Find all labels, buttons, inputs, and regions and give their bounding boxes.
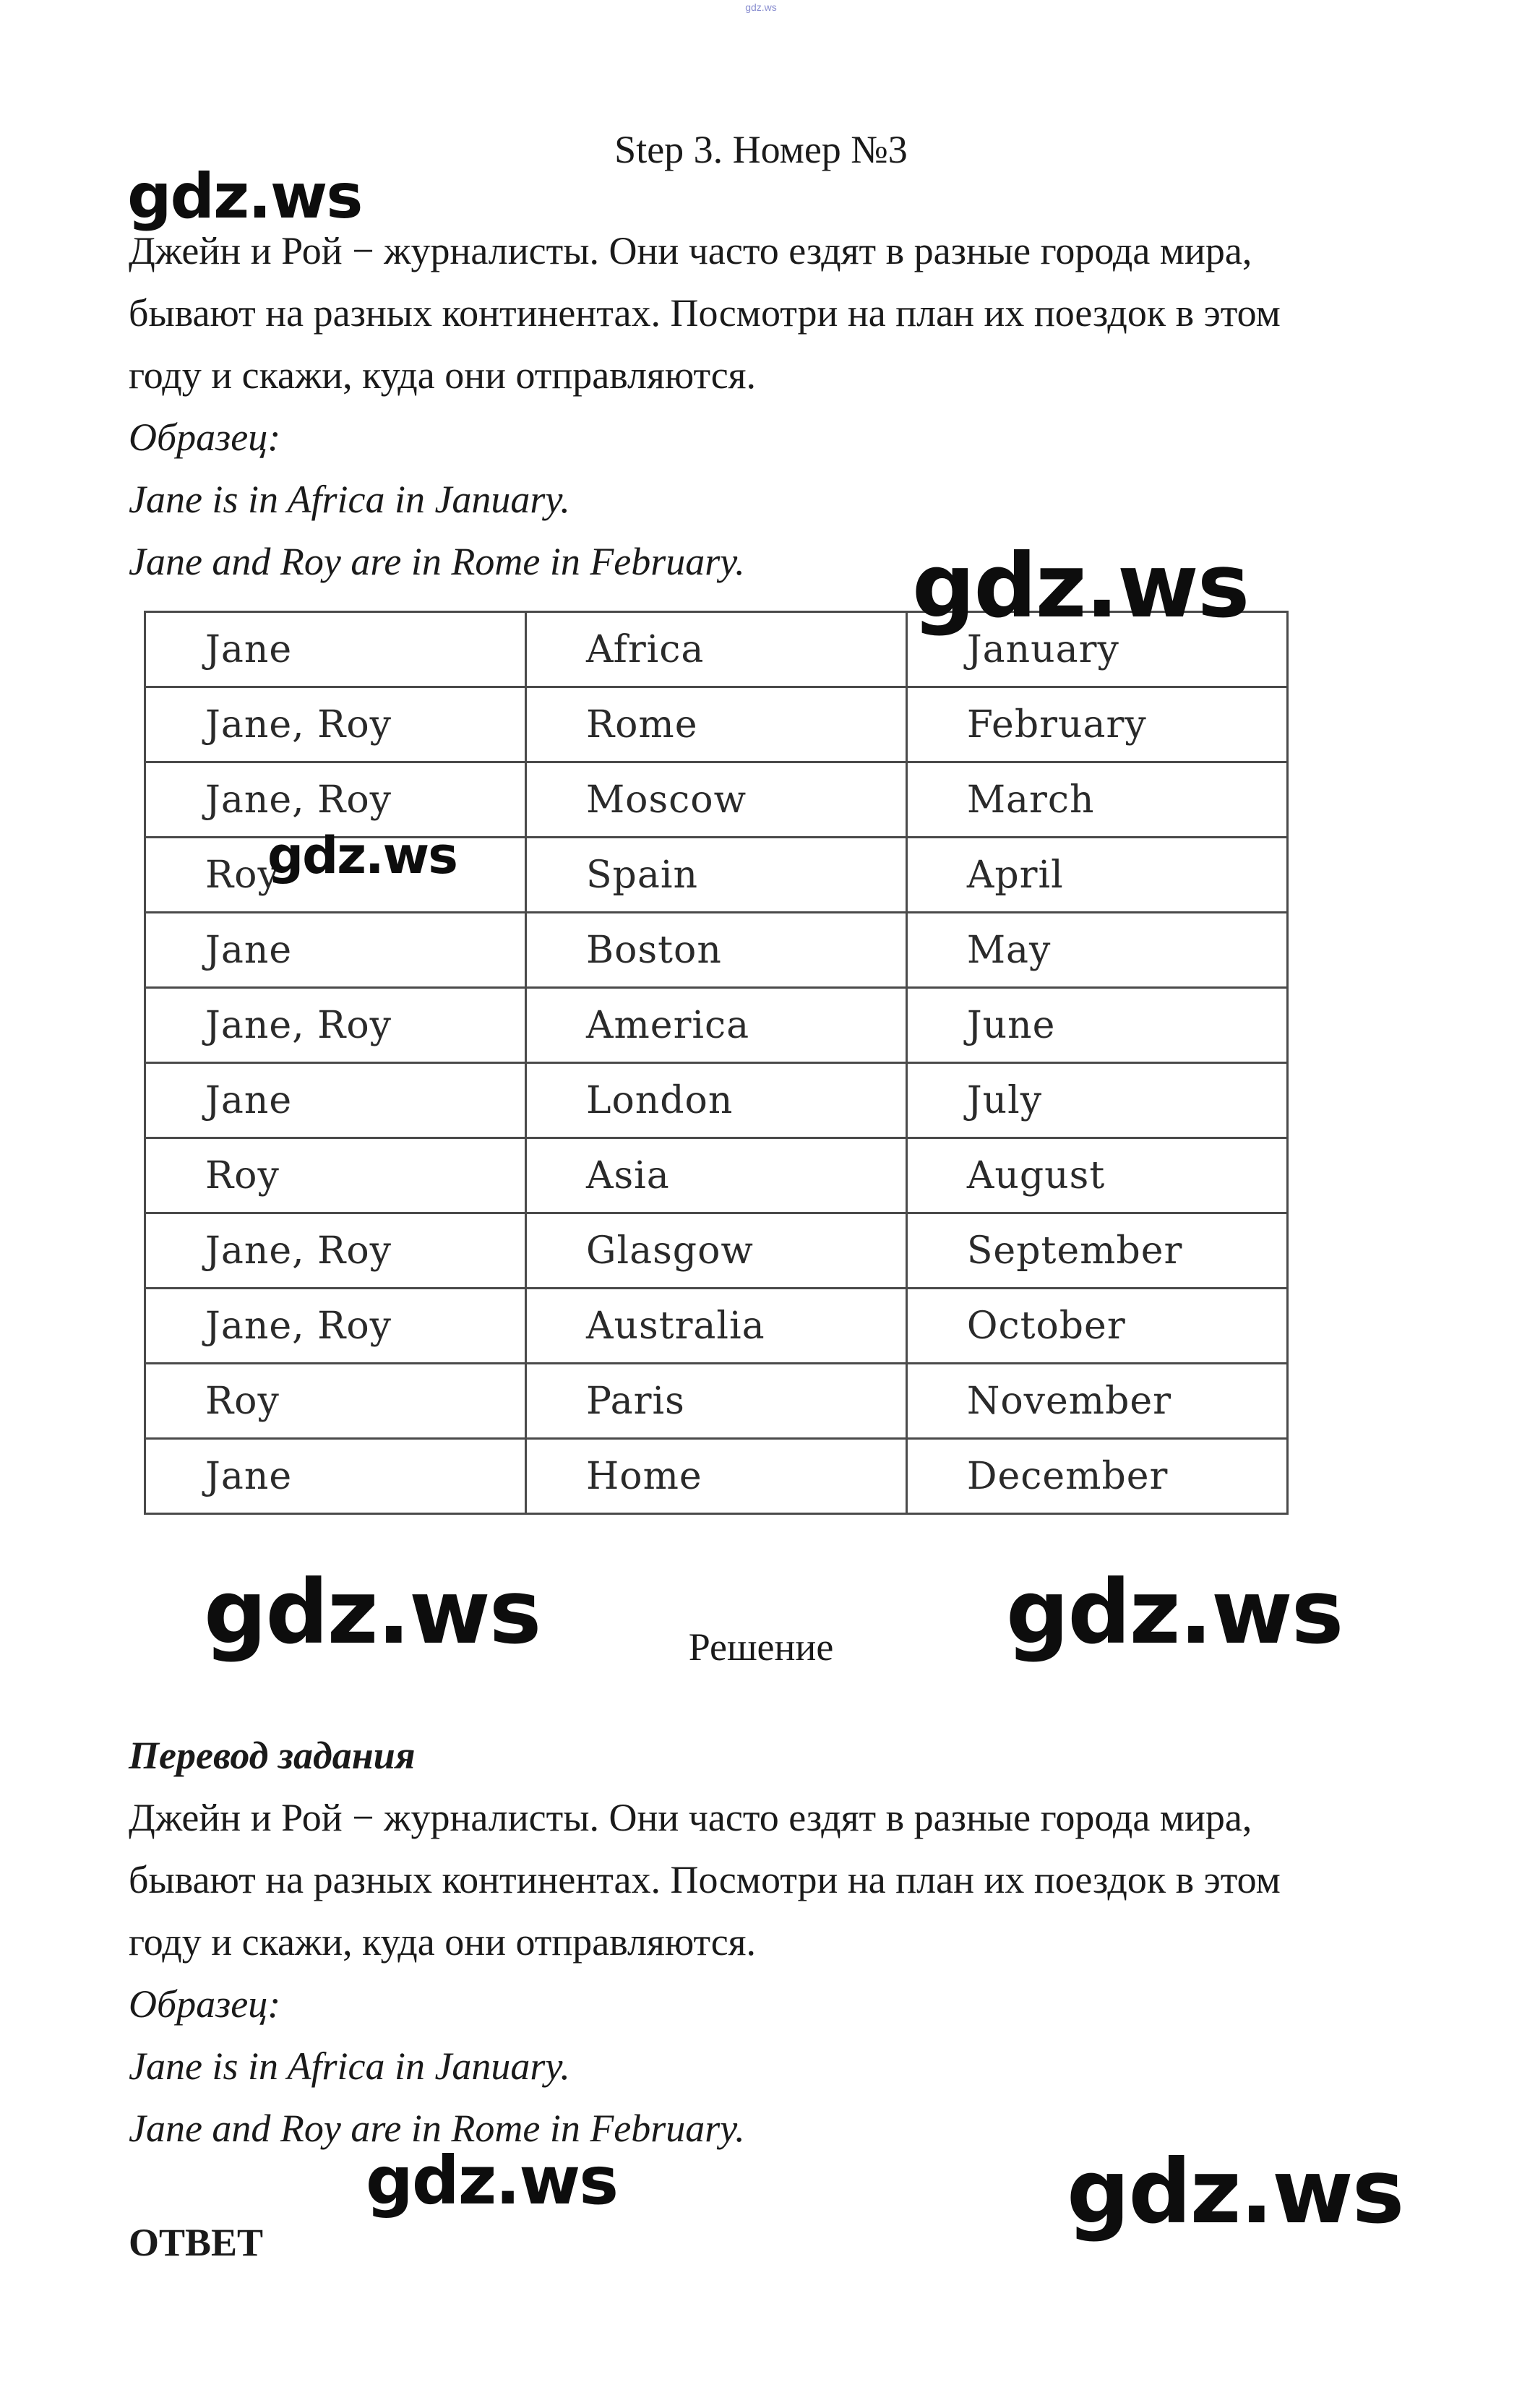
traveler-cell: Roy <box>145 1364 526 1439</box>
table-row <box>145 1138 1288 1213</box>
traveler-cell: Jane, Roy <box>145 1289 526 1364</box>
place-cell: Rome <box>525 687 906 762</box>
page-title: Step 3. Номер №3 <box>614 128 908 171</box>
task-line: году и скажи, куда они отправляются. <box>129 353 757 397</box>
month-cell: July <box>906 1063 1287 1138</box>
month-cell: September <box>906 1213 1287 1289</box>
sample-label: Образец: <box>129 416 281 459</box>
traveler-cell: Jane <box>145 1063 526 1138</box>
translation-sample-label: Образец: <box>129 1982 281 2026</box>
place-cell: London <box>525 1063 906 1138</box>
traveler-cell: Jane, Roy <box>145 687 526 762</box>
traveler-cell: Roy <box>145 838 526 913</box>
place-cell: Glasgow <box>525 1213 906 1289</box>
table-row <box>145 913 1288 988</box>
table-row <box>145 1063 1288 1138</box>
traveler-cell: Jane <box>145 913 526 988</box>
place-cell: Spain <box>525 838 906 913</box>
month-cell: February <box>906 687 1287 762</box>
solution-label: Решение <box>688 1625 834 1669</box>
month-cell: January <box>906 612 1287 687</box>
table-row <box>145 1213 1288 1289</box>
month-cell: October <box>906 1289 1287 1364</box>
trips-table-body <box>145 612 1288 1514</box>
traveler-cell: Jane <box>145 612 526 687</box>
table-row <box>145 1364 1288 1439</box>
watermark: gdz.ws <box>912 535 1249 637</box>
task-line: Джейн и Рой − журналисты. Они часто ездят в разные города мира, <box>129 229 1252 272</box>
traveler-cell: Jane, Roy <box>145 988 526 1063</box>
traveler-cell: Jane, Roy <box>145 762 526 838</box>
month-cell: August <box>906 1138 1287 1213</box>
watermark: gdz.ws <box>267 826 457 885</box>
translation-line: Джейн и Рой − журналисты. Они часто ездят в разные города мира, <box>129 1796 1252 1839</box>
table-row <box>145 988 1288 1063</box>
translation-sample-line: Jane and Roy are in Rome in February. <box>129 2107 745 2150</box>
month-cell: May <box>906 913 1287 988</box>
watermark: gdz.ws <box>1067 2141 1403 2243</box>
place-cell: Home <box>525 1439 906 1514</box>
translation-heading: Перевод задания <box>129 1734 416 1777</box>
watermark: gdz.ws <box>366 2142 617 2219</box>
sample-line: Jane and Roy are in Rome in February. <box>129 540 745 583</box>
watermark: gdz.ws <box>204 1561 541 1664</box>
month-cell: April <box>906 838 1287 913</box>
translation-sample-line: Jane is in Africa in January. <box>129 2044 570 2088</box>
sample-line: Jane is in Africa in January. <box>129 478 570 521</box>
watermark: gdz.ws <box>1006 1561 1343 1664</box>
table-row <box>145 1439 1288 1514</box>
month-cell: November <box>906 1364 1287 1439</box>
month-cell: March <box>906 762 1287 838</box>
traveler-cell: Jane, Roy <box>145 1213 526 1289</box>
watermark: gdz.ws <box>127 160 362 233</box>
place-cell: Paris <box>525 1364 906 1439</box>
month-cell: June <box>906 988 1287 1063</box>
answer-label: ОТВЕТ <box>129 2221 264 2264</box>
place-cell: America <box>525 988 906 1063</box>
traveler-cell: Jane <box>145 1439 526 1514</box>
place-cell: Asia <box>525 1138 906 1213</box>
table-row <box>145 1289 1288 1364</box>
top-watermark-small: gdz.ws <box>745 1 777 13</box>
traveler-cell: Roy <box>145 1138 526 1213</box>
translation-line: бывают на разных континентах. Посмотри на план их поездок в этом <box>129 1858 1281 1901</box>
place-cell: Australia <box>525 1289 906 1364</box>
translation-section <box>129 1724 1429 2159</box>
table-row <box>145 687 1288 762</box>
place-cell: Boston <box>525 913 906 988</box>
place-cell: Moscow <box>525 762 906 838</box>
month-cell: December <box>906 1439 1287 1514</box>
translation-line: году и скажи, куда они отправляются. <box>129 1920 757 1964</box>
task-line: бывают на разных континентах. Посмотри на план их поездок в этом <box>129 291 1281 335</box>
place-cell: Africa <box>525 612 906 687</box>
trips-table <box>144 611 1289 1515</box>
